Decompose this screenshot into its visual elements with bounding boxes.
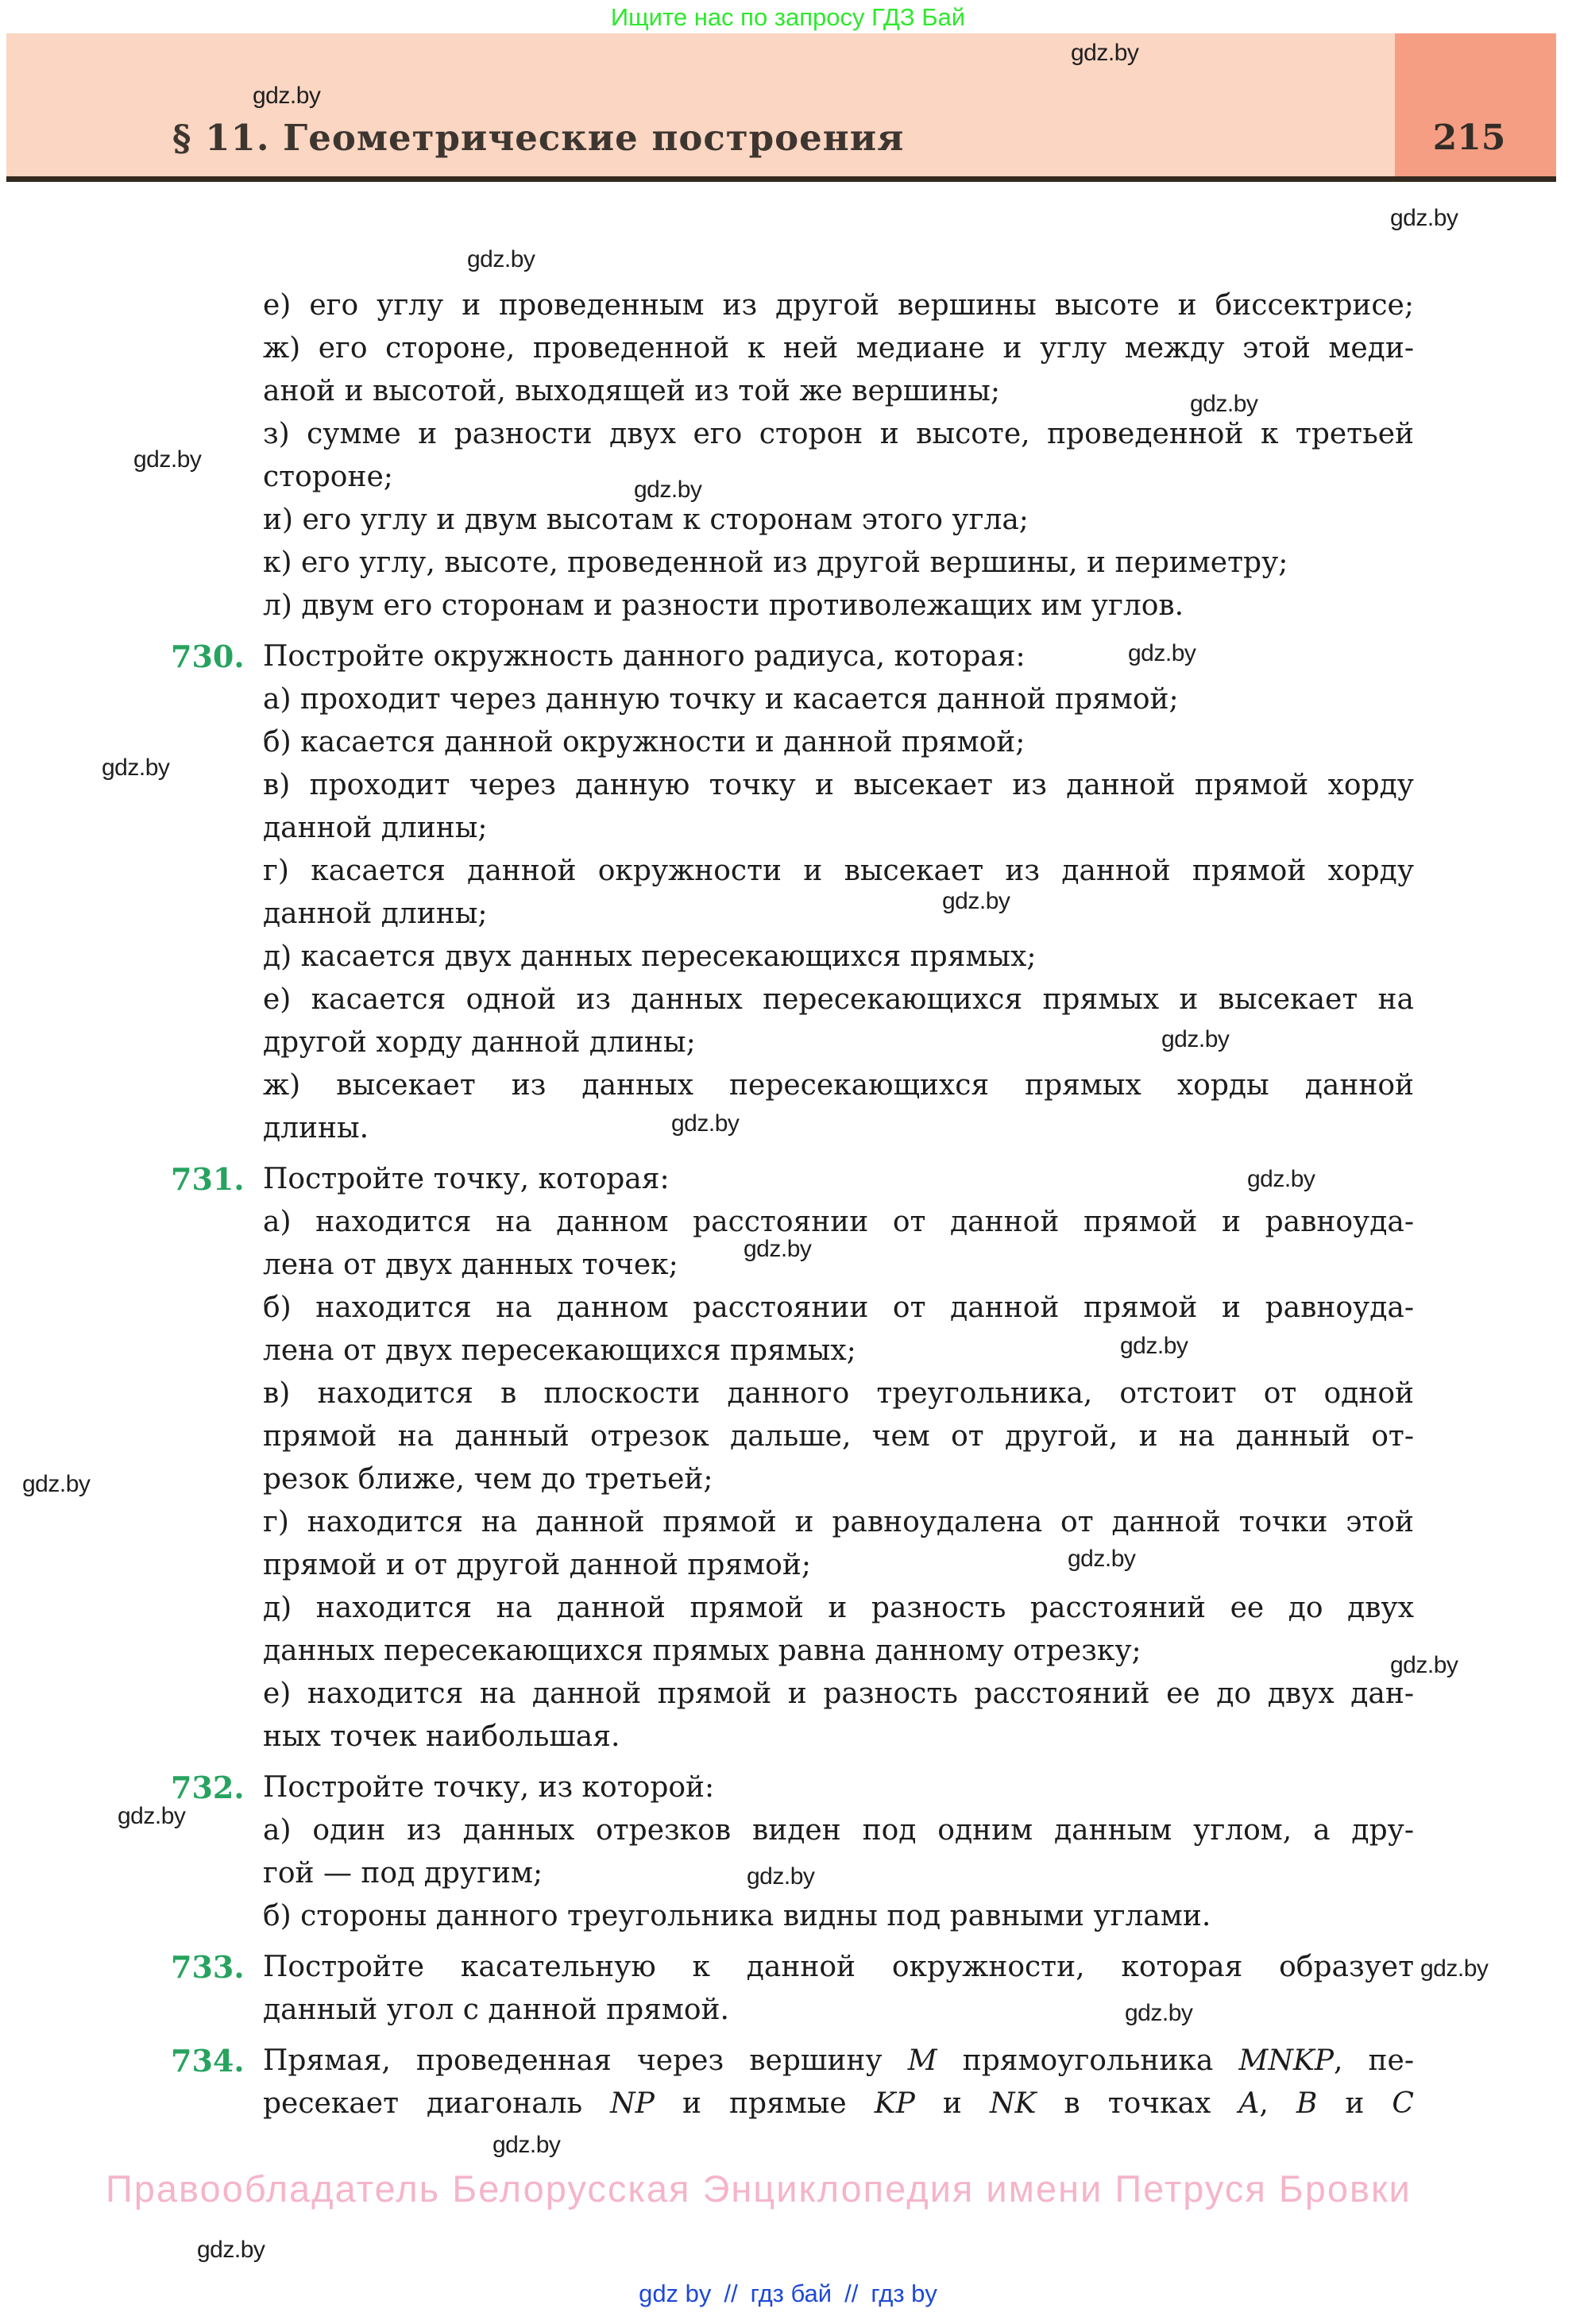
math-symbol: KP <box>874 2087 915 2120</box>
math-symbol: C <box>1392 2087 1414 2120</box>
watermark-gdzby: gdz.by <box>1420 1955 1489 1982</box>
text-line: длины. <box>263 1112 369 1145</box>
text-line: данный угол с данной прямой. <box>263 1994 729 2026</box>
text-line: Постройте точку, из которой: <box>263 1771 715 1804</box>
text-run: в точках <box>1036 2087 1239 2120</box>
text-line: данной длины; <box>263 898 488 930</box>
text-line: е) касается одной из данных пересекающихся прямых и высекает на <box>263 983 1414 1016</box>
watermark-gdzby: gdz.by <box>1247 1166 1315 1192</box>
footer-links <box>0 2278 1576 2310</box>
text-line: д) касается двух данных пересекающихся прямых; <box>263 940 1037 973</box>
watermark-gdzby: gdz.by <box>1190 391 1258 417</box>
text-run: ресекает диагональ <box>263 2087 611 2120</box>
text-line: к) его углу, высоте, проведенной из другой вершины, и периметру; <box>263 546 1288 579</box>
text-line: в) проходит через данную точку и высекает из данной прямой хорду <box>263 769 1414 801</box>
text-line: а) находится на данном расстоянии от данной прямой и равноуда- <box>263 1206 1414 1238</box>
math-symbol: B <box>1296 2087 1318 2120</box>
text-line <box>263 2083 1414 2125</box>
text-line: з) сумме и разности двух его сторон и высоте, проведенной к третьей <box>263 418 1414 450</box>
text-line: лена от двух данных точек; <box>263 1249 678 1281</box>
text-line: прямой и от другой данной прямой; <box>263 1549 811 1581</box>
page-number: 215 <box>1432 118 1506 158</box>
text-line: Постройте касательную к данной окружности, которая образует <box>263 1951 1414 1983</box>
math-symbol: A <box>1238 2087 1260 2120</box>
text-line: Постройте точку, которая: <box>263 1163 670 1195</box>
text-line: и) его углу и двум высотам к сторонам этого угла; <box>263 504 1029 536</box>
text-line: лена от двух пересекающихся прямых; <box>263 1334 856 1367</box>
watermark-gdzby: gdz.by <box>102 755 170 781</box>
footer-link-gdz-bai[interactable]: гдз бай <box>750 2280 832 2307</box>
watermark-gdzby: gdz.by <box>744 1236 812 1262</box>
text-line: е) его углу и проведенным из другой вершины высоте и биссектрисе; <box>263 289 1414 322</box>
watermark-gdzby: gdz.by <box>118 1803 186 1829</box>
text-line: а) один из данных отрезков виден под одним данным углом, а дру- <box>263 1814 1414 1847</box>
watermark-gdzby: gdz.by <box>197 2237 265 2263</box>
watermark-gdzby: gdz.by <box>1071 40 1139 66</box>
footer-link-separator: // <box>724 2280 738 2307</box>
text-line: л) двум его сторонам и разности противолежащих им углов. <box>263 589 1184 622</box>
watermark-gdzby: gdz.by <box>467 246 535 272</box>
footer-link-separator: // <box>844 2280 859 2307</box>
text-line: данных пересекающихся прямых равна данному отрезку; <box>263 1635 1141 1667</box>
math-symbol: NP <box>610 2087 655 2120</box>
text-line: в) находится в плоскости данного треугольника, отстоит от одной <box>263 1377 1414 1410</box>
math-symbol: NK <box>989 2087 1037 2120</box>
text-line <box>263 2040 1414 2083</box>
text-line: гой — под другим; <box>263 1857 543 1890</box>
watermark-gdzby: gdz.by <box>492 2132 561 2158</box>
problem-number: 734. <box>171 2043 245 2079</box>
watermark-gdzby: gdz.by <box>1125 2000 1193 2026</box>
watermark-gdzby: gdz.by <box>671 1110 740 1137</box>
text-run: , пе- <box>1333 2044 1414 2077</box>
text-line: г) касается данной окружности и высекает из данной прямой хорду <box>263 855 1414 887</box>
watermark-gdzby: gdz.by <box>942 888 1010 914</box>
text-line: г) находится на данной прямой и равноудалена от данной точки этой <box>263 1506 1414 1538</box>
math-symbol: M <box>907 2044 937 2077</box>
footer-link-gdz-by[interactable]: gdz by <box>639 2280 712 2307</box>
watermark-gdzby: gdz.by <box>1390 205 1458 231</box>
text-run: и прямые <box>654 2087 875 2120</box>
text-line: стороне; <box>263 461 393 493</box>
text-line: ж) его стороне, проведенной к ней медиане и углу между этой меди- <box>263 332 1414 365</box>
watermark-gdzby: gdz.by <box>1390 1652 1458 1678</box>
text-line: резок ближе, чем до третьей; <box>263 1463 713 1496</box>
text-line: прямой на данный отрезок дальше, чем от другой, и на данный от- <box>263 1420 1414 1453</box>
text-run: и <box>1317 2087 1393 2120</box>
watermark-gdzby: gdz.by <box>22 1471 91 1497</box>
problem-number: 731. <box>171 1161 245 1197</box>
text-line: другой хорду данной длины; <box>263 1026 696 1059</box>
problem-number: 732. <box>171 1770 245 1805</box>
text-run: и <box>914 2087 990 2120</box>
text-line: б) касается данной окружности и данной прямой; <box>263 726 1026 759</box>
text-line: б) стороны данного треугольника видны под равными углами. <box>263 1900 1211 1932</box>
watermark-gdzby: gdz.by <box>133 446 202 473</box>
text-line: аной и высотой, выходящей из той же вершины; <box>263 375 1001 407</box>
problem-number: 733. <box>171 1949 245 1985</box>
watermark-gdzby: gdz.by <box>1120 1333 1188 1359</box>
text-line: Постройте окружность данного радиуса, которая: <box>263 640 1026 673</box>
footer-link-gdz-by-ru[interactable]: гдз by <box>871 2280 937 2307</box>
watermark-gdzby: gdz.by <box>253 83 321 109</box>
problem-number: 730. <box>171 639 245 674</box>
promo-banner: Ищите нас по запросу ГДЗ Бай <box>610 3 966 31</box>
copyright-notice: Правообладатель Белорусская Энциклопедия имени Петруся Бровки <box>106 2168 1412 2210</box>
text-line: данной длины; <box>263 812 488 844</box>
text-run: прямоугольника <box>937 2044 1239 2077</box>
text-line: е) находится на данной прямой и разность расстояний ее до двух дан- <box>263 1677 1414 1710</box>
watermark-gdzby: gdz.by <box>634 477 702 503</box>
watermark-gdzby: gdz.by <box>747 1863 815 1890</box>
text-line: д) находится на данной прямой и разность расстояний ее до двух <box>263 1592 1414 1624</box>
text-line: ных точек наибольшая. <box>263 1720 620 1753</box>
watermark-gdzby: gdz.by <box>1161 1026 1230 1052</box>
text-line: ж) высекает из данных пересекающихся прямых хорды данной <box>263 1069 1414 1102</box>
text-run: Прямая, проведенная через вершину <box>263 2044 908 2077</box>
watermark-gdzby: gdz.by <box>1068 1546 1136 1572</box>
section-title: § 11. Геометрические построения <box>172 117 905 159</box>
header-divider <box>6 176 1556 182</box>
text-line: а) проходит через данную точку и касается данной прямой; <box>263 683 1179 716</box>
math-symbol: MNKP <box>1238 2044 1334 2077</box>
text-line: б) находится на данном расстоянии от данной прямой и равноуда- <box>263 1291 1414 1324</box>
watermark-gdzby: gdz.by <box>1128 640 1196 666</box>
text-run: , <box>1259 2087 1296 2120</box>
